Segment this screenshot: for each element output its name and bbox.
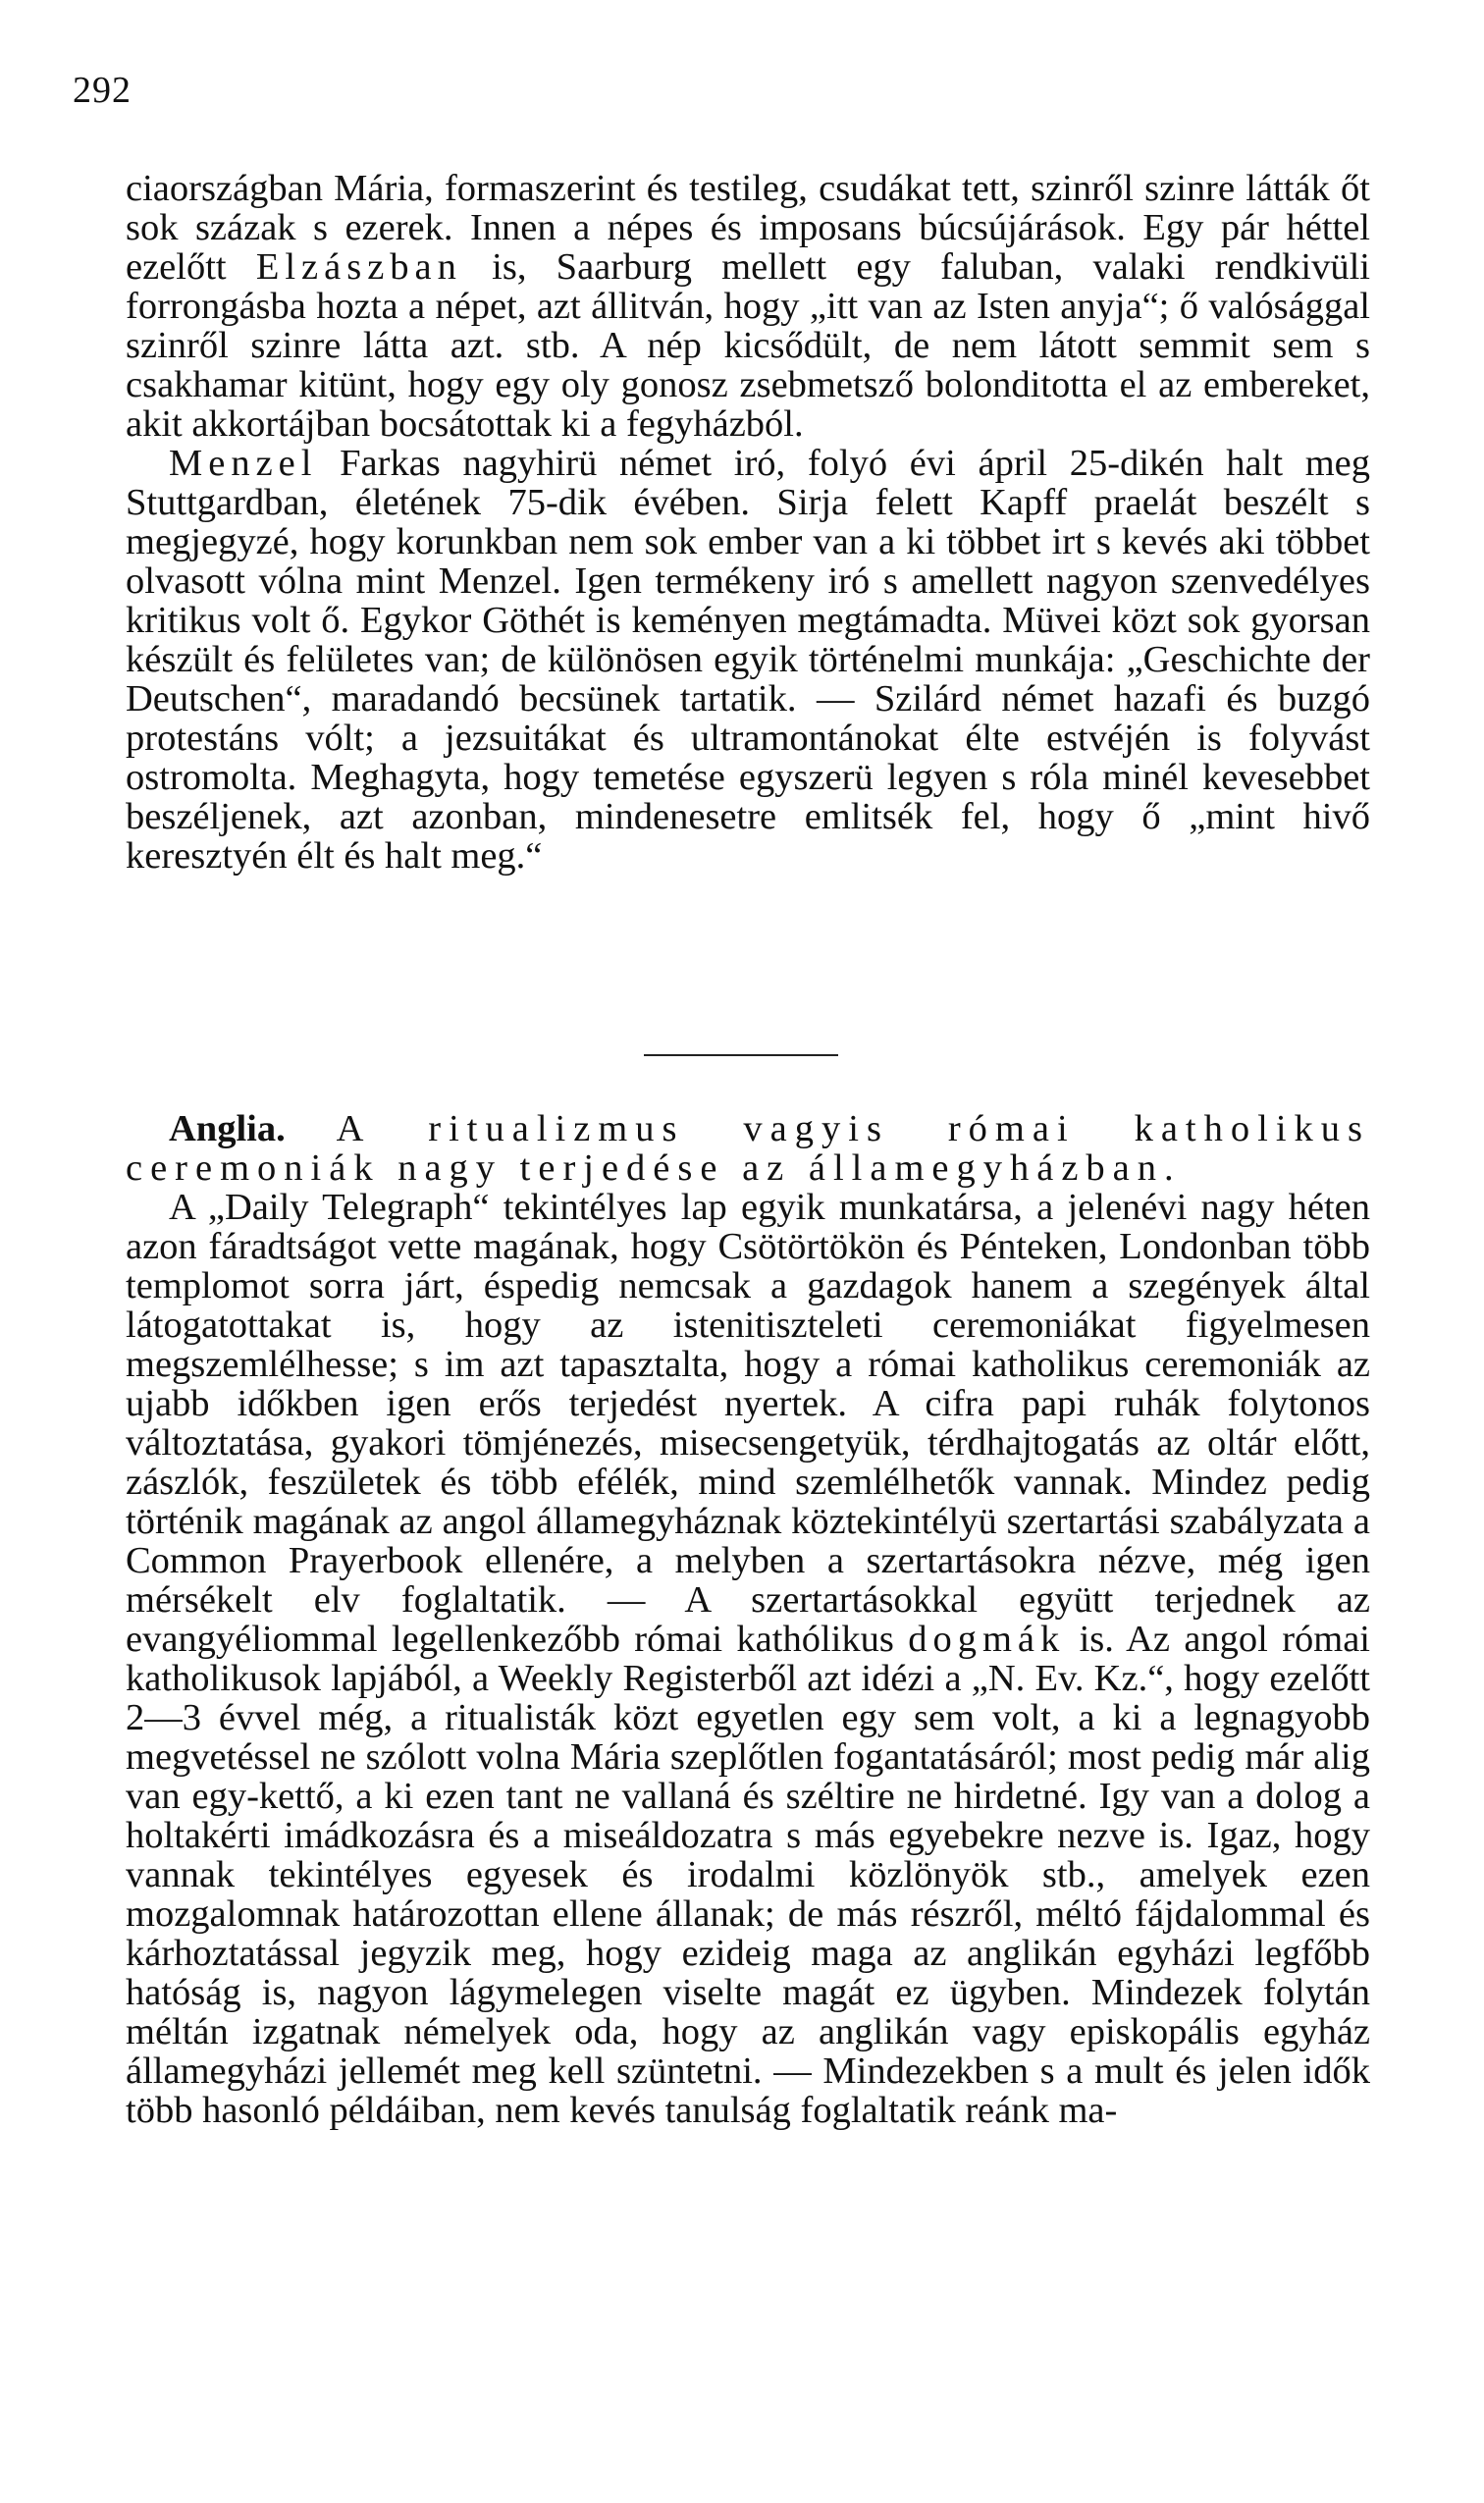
paragraph-elzasz [126, 169, 1370, 444]
page-number: 292 [73, 70, 132, 111]
article-continuation [126, 169, 1370, 876]
text-run: A „Daily Telegraph“ tekintélyes lap egyik munkatársa, a jelenévi nagy héten azon fáradtságot vette magának, hogy Csötörtökön és Pénteken, Londonban több templomot sorra járt, éspedig nemcsak a gazdagok hanem a szegények által látogatottakat is, hogy az istenitiszteleti ceremoniákat figyelmesen megszemlélhesse; s im azt tapasztalta, hogy a római katholikus ceremoniák az ujabb időkben igen erős terjedést nyertek. A cifra papi ruhák folytonos változtatása, gyakori tömjénezés, misecsengetyük, térdhajtogatás az oltár előtt, zászlók, feszületek és több efélék, mind szemlélhetők vannak. Mindez pedig történik magának az angol államegyháznak köztekintélyü szertartási szabályzata a Common Prayerbook ellenére, a melyben a szertartásokra nézve, még igen mérsékelt elv foglaltatik. — A szertartásokkal együtt terjednek az evangyéliommal legellenkezőbb római kathólikus [126, 1187, 1370, 1660]
text-run: Farkas nagyhirü német iró, folyó évi ápril 25-dikén halt meg Stuttgardban, életének 75-dik évében. Sirja felett Kapff praelát beszélt s megjegyzé, hogy korunkban nem sok ember van a ki többet irt s kevés aki többet olvasott vólna mint Menzel. Igen termékeny iró s amellett nagyon szenvedélyes kritikus volt ő. Egykor Göthét is keményen megtámadta. Müvei közt sok gyorsan készült és felületes van; de különösen egyik történelmi munkája: „Geschichte der Deutschen“, maradandó becsünek tartatik. — Szilárd német hazafi és buzgó protestáns vólt; a jezsuitákat és ultramontánokat élte estvéjén is folyvást ostromolta. Meghagyta, hogy temetése egyszerü legyen s róla minél kevesebbet beszéljenek, azt azonban, mindenesetre emlitsék fel, hogy ő „mint hivő keresztyén élt és halt meg.“ [126, 443, 1370, 877]
paragraph-ritualism [126, 1188, 1370, 2130]
section-divider [644, 1054, 838, 1056]
emphasized-name: Menzel [169, 443, 318, 484]
article-anglia [126, 1109, 1370, 2130]
heading-country: Anglia. [169, 1108, 286, 1149]
section-heading [126, 1109, 1370, 1188]
text-run: is, Saarburg mellett egy faluban, valaki rendkivüli forrongásba hozta a népet, azt állitván, hogy „itt van az Isten anyja“; ő valósággal szinről szinre látta azt. stb. A nép kicsődült, de nem látott semmit sem s csakhamar kitünt, hogy egy oly gonosz zsebmetsző bolonditotta el az embereket, akit akkortájban bocsátottak ki a fegyházból. [126, 246, 1370, 445]
emphasized-place: Elzászban [255, 246, 462, 288]
paragraph-menzel [126, 444, 1370, 876]
heading-title: A ritualizmus vagyis római katholikus ceremoniák nagy terjedése az államegyházban. [126, 1108, 1371, 1189]
text-run: ciaországban Mária, formaszerint és testileg, csudákat tett, szinről szinre látták őt sok százak s ezerek. Innen a népes és imposans búcsújárások. Egy pár héttel ezelőtt [126, 168, 1370, 288]
emphasized-term: dogmák [908, 1619, 1066, 1660]
text-run: is. Az angol római katholikusok lapjából, a Weekly Registerből azt idézi a „N. Ev. Kz.“, hogy ezelőtt 2—3 évvel még, a ritualisták közt egyetlen egy sem volt, a ki a legnagyobb megvetéssel ne szólott volna Mária szeplőtlen fogantatásáról; most pedig már alig van egy-kettő, a ki ezen tant ne vallaná és széltire ne hirdetné. Igy van a dolog a holtakérti imádkozásra és a miseáldozatra s más egyebekre nezve is. Igaz, hogy vannak tekintélyes egyesek és irodalmi közlönyök stb., amelyek ezen mozgalomnak határozottan ellene állanak; de más részről, méltó fájdalommal és kárhoztatással jegyzik meg, hogy ezideig maga az anglikán egyházi legfőbb hatóság is, nagyon lágymelegen viselte magát ez ügyben. Mindezek folytán méltán izgatnak némelyek oda, hogy az anglikán vagy episkopális egyház államegyházi jellemét meg kell szüntetni. — Mindezekben s a mult és jelen idők több hasonló példáiban, nem kevés tanulság foglaltatik reánk ma- [126, 1619, 1370, 2131]
